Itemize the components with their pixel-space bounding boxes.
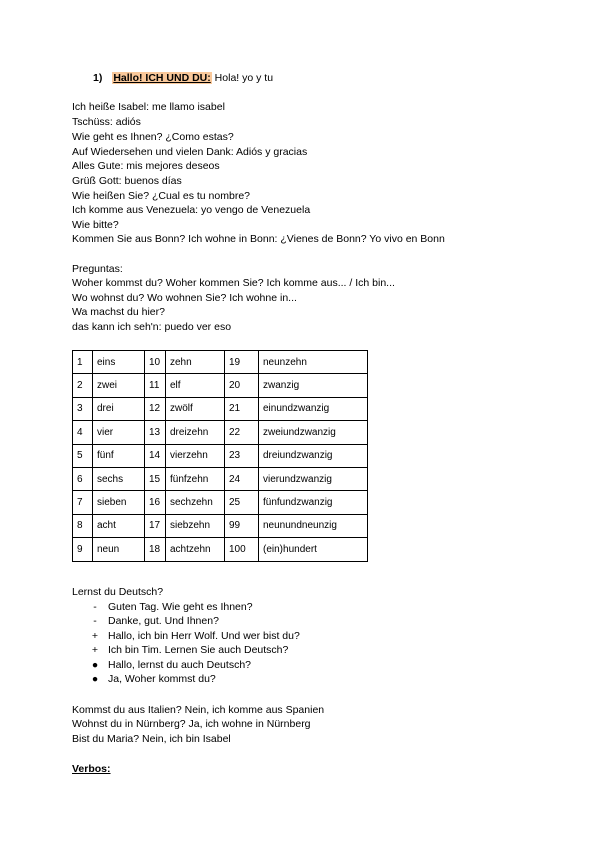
table-cell: vierzehn [166, 444, 225, 467]
heading-number: 1) [93, 72, 103, 84]
table-row [73, 374, 368, 397]
numbers-table [72, 350, 368, 562]
table-cell: 3 [73, 397, 93, 420]
list-item [88, 643, 300, 657]
table-cell: zwanzig [259, 374, 368, 397]
table-cell: zwei [93, 374, 145, 397]
table-row [73, 351, 368, 374]
phrase-line: Ich heiße Isabel: me llamo isabel [72, 101, 225, 113]
table-row [73, 491, 368, 514]
table-cell: 25 [225, 491, 259, 514]
table-cell: vierundzwanzig [259, 467, 368, 490]
list-item-text: Ich bin Tim. Lernen Sie auch Deutsch? [108, 644, 289, 657]
table-cell: 5 [73, 444, 93, 467]
table-cell: neunzehn [259, 351, 368, 374]
table-row [73, 467, 368, 490]
table-cell: neunundneunzig [259, 514, 368, 537]
phrase-line: Wie bitte? [72, 219, 119, 231]
table-row [73, 421, 368, 444]
list-item-text: Hallo, ich bin Herr Wolf. Und wer bist du? [108, 629, 300, 642]
table-cell: 18 [145, 538, 166, 561]
pregunta-line: Wo wohnst du? Wo wohnen Sie? Ich wohne in... [72, 292, 297, 304]
list-item [88, 600, 300, 614]
table-cell: 9 [73, 538, 93, 561]
table-cell: fünfzehn [166, 467, 225, 490]
table-cell: dreiundzwanzig [259, 444, 368, 467]
phrase-line: Wie geht es Ihnen? ¿Como estas? [72, 131, 234, 143]
table-cell: 23 [225, 444, 259, 467]
phrase-line: Tschüss: adiós [72, 116, 141, 128]
table-cell: 19 [225, 351, 259, 374]
table-cell: 22 [225, 421, 259, 444]
list-item-text: Hallo, lernst du auch Deutsch? [108, 658, 251, 671]
table-cell: sieben [93, 491, 145, 514]
table-cell: (ein)hundert [259, 538, 368, 561]
bullet-marker: + [91, 644, 99, 657]
bullet-marker: - [93, 601, 97, 613]
table-cell: 20 [225, 374, 259, 397]
list-item [88, 672, 300, 686]
phrase-line: Ich komme aus Venezuela: yo vengo de Venezuela [72, 204, 311, 216]
bullet-marker: + [91, 629, 99, 642]
heading-highlight: Hallo! ICH UND DU: [113, 72, 211, 84]
list-item [88, 629, 300, 643]
heading-translation: Hola! yo y tu [211, 72, 274, 84]
table-cell: 17 [145, 514, 166, 537]
table-cell: acht [93, 514, 145, 537]
phrase-line: Kommen Sie aus Bonn? Ich wohne in Bonn: ¿Vienes de Bonn? Yo vivo en Bonn [72, 233, 445, 245]
phrase-line: Grüß Gott: buenos días [72, 175, 182, 187]
table-cell: achtzehn [166, 538, 225, 561]
dialog-title: Lernst du Deutsch? [72, 586, 164, 598]
table-cell: fünfundzwanzig [259, 491, 368, 514]
table-cell: sechzehn [166, 491, 225, 514]
table-cell: vier [93, 421, 145, 444]
table-cell: zehn [166, 351, 225, 374]
table-row [73, 444, 368, 467]
table-cell: zweiundzwanzig [259, 421, 368, 444]
table-cell: 16 [145, 491, 166, 514]
list-item [88, 658, 300, 672]
table-cell: 11 [145, 374, 166, 397]
table-cell: 4 [73, 421, 93, 444]
table-row [73, 538, 368, 561]
table-cell: 10 [145, 351, 166, 374]
table-cell: 14 [145, 444, 166, 467]
table-cell: dreizehn [166, 421, 225, 444]
pregunta-line: Woher kommst du? Woher kommen Sie? Ich komme aus... / Ich bin... [72, 277, 395, 289]
list-item-text: Danke, gut. Und Ihnen? [108, 615, 219, 628]
answer-line: Bist du Maria? Nein, ich bin Isabel [72, 733, 231, 745]
phrase-line: Alles Gute: mis mejores deseos [72, 160, 220, 172]
section-heading [93, 72, 273, 84]
bullet-marker: - [93, 615, 97, 628]
table-cell: 13 [145, 421, 166, 444]
table-cell: elf [166, 374, 225, 397]
list-item [88, 614, 300, 628]
table-row [73, 397, 368, 420]
table-cell: fünf [93, 444, 145, 467]
table-cell: 2 [73, 374, 93, 397]
answer-line: Kommst du aus Italien? Nein, ich komme aus Spanien [72, 704, 325, 716]
bullet-marker: ● [91, 658, 99, 671]
table-cell: neun [93, 538, 145, 561]
table-cell: 1 [73, 351, 93, 374]
table-cell: drei [93, 397, 145, 420]
pregunta-line: Wa machst du hier? [72, 306, 165, 318]
table-cell: zwölf [166, 397, 225, 420]
dialog-list [88, 600, 300, 686]
table-cell: 21 [225, 397, 259, 420]
preguntas-title: Preguntas: [72, 263, 123, 275]
table-cell: 8 [73, 514, 93, 537]
table-cell: siebzehn [166, 514, 225, 537]
table-cell: 6 [73, 467, 93, 490]
table-cell: 7 [73, 491, 93, 514]
pregunta-line: das kann ich seh'n: puedo ver eso [72, 321, 232, 333]
list-item-text: Guten Tag. Wie geht es Ihnen? [108, 601, 253, 613]
table-cell: 15 [145, 467, 166, 490]
phrase-line: Auf Wiedersehen und vielen Dank: Adiós y gracias [72, 146, 308, 158]
table-row [73, 514, 368, 537]
phrase-line: Wie heißen Sie? ¿Cual es tu nombre? [72, 190, 251, 202]
table-cell: einundzwanzig [259, 397, 368, 420]
table-cell: sechs [93, 467, 145, 490]
verbos-heading: Verbos: [72, 763, 111, 775]
list-item-text: Ja, Woher kommst du? [108, 673, 216, 686]
answer-line: Wohnst du in Nürnberg? Ja, ich wohne in Nürnberg [72, 718, 311, 730]
table-cell: eins [93, 351, 145, 374]
bullet-marker: ● [91, 673, 99, 686]
table-cell: 99 [225, 514, 259, 537]
table-cell: 12 [145, 397, 166, 420]
table-cell: 100 [225, 538, 259, 561]
table-cell: 24 [225, 467, 259, 490]
